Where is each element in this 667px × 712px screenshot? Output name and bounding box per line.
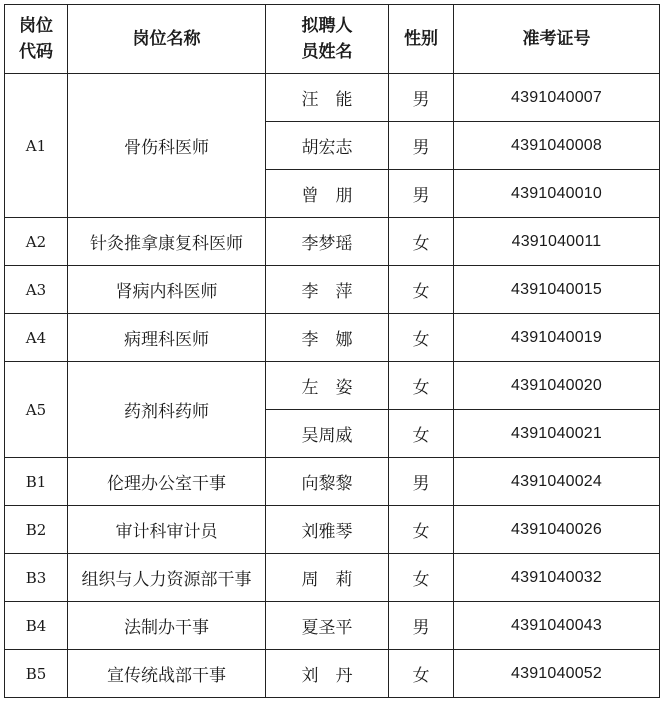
post-code-cell: B4 [5, 602, 68, 650]
gender-cell: 女 [389, 218, 454, 266]
post-code-cell: B1 [5, 458, 68, 506]
post-name-cell: 法制办干事 [68, 602, 266, 650]
header-post-code-line-2: 代码 [19, 42, 53, 62]
header-post-code-line-1: 岗位 [19, 16, 53, 36]
person-name-cell: 刘 丹 [266, 650, 389, 698]
person-name-cell: 李 萍 [266, 266, 389, 314]
header-person-name-line-1: 拟聘人 [301, 16, 353, 36]
person-name-cell: 向黎黎 [266, 458, 389, 506]
post-name-cell: 宣传统战部干事 [68, 650, 266, 698]
ticket-number-cell: 4391040015 [454, 266, 660, 314]
person-name-cell: 胡宏志 [266, 122, 389, 170]
post-name-cell: 药剂科药师 [68, 362, 266, 458]
post-code-cell: A5 [5, 362, 68, 458]
table-row [5, 506, 660, 554]
gender-cell: 男 [389, 602, 454, 650]
ticket-number-cell: 4391040020 [454, 362, 660, 410]
ticket-number-cell: 4391040021 [454, 410, 660, 458]
gender-cell: 男 [389, 74, 454, 122]
person-name-cell: 李梦瑶 [266, 218, 389, 266]
header-person-name-line-2: 员姓名 [301, 42, 353, 62]
table-body [5, 74, 660, 698]
gender-cell: 男 [389, 170, 454, 218]
post-name-cell: 病理科医师 [68, 314, 266, 362]
header-person-name [266, 5, 389, 74]
ticket-number-cell: 4391040008 [454, 122, 660, 170]
person-name-cell: 汪 能 [266, 74, 389, 122]
post-code-cell: A3 [5, 266, 68, 314]
table-row [5, 650, 660, 698]
post-code-cell: B5 [5, 650, 68, 698]
table-row [5, 554, 660, 602]
post-name-cell: 组织与人力资源部干事 [68, 554, 266, 602]
table-row [5, 314, 660, 362]
post-code-cell: A1 [5, 74, 68, 218]
ticket-number-cell: 4391040026 [454, 506, 660, 554]
table-row [5, 362, 660, 410]
header-row [5, 5, 660, 74]
ticket-number-cell: 4391040024 [454, 458, 660, 506]
person-name-cell: 左 姿 [266, 362, 389, 410]
table-row [5, 218, 660, 266]
post-name-cell: 针灸推拿康复科医师 [68, 218, 266, 266]
person-name-cell: 吴周威 [266, 410, 389, 458]
ticket-number-cell: 4391040052 [454, 650, 660, 698]
person-name-cell: 夏圣平 [266, 602, 389, 650]
table-row [5, 74, 660, 122]
ticket-number-cell: 4391040032 [454, 554, 660, 602]
gender-cell: 女 [389, 554, 454, 602]
hiring-table [4, 4, 660, 698]
gender-cell: 男 [389, 122, 454, 170]
gender-cell: 女 [389, 506, 454, 554]
table-row [5, 602, 660, 650]
person-name-cell: 刘雅琴 [266, 506, 389, 554]
post-code-cell: B2 [5, 506, 68, 554]
gender-cell: 女 [389, 650, 454, 698]
post-name-cell: 审计科审计员 [68, 506, 266, 554]
person-name-cell: 周 莉 [266, 554, 389, 602]
gender-cell: 女 [389, 410, 454, 458]
header-gender: 性别 [389, 5, 454, 74]
header-post-name: 岗位名称 [68, 5, 266, 74]
ticket-number-cell: 4391040011 [454, 218, 660, 266]
ticket-number-cell: 4391040010 [454, 170, 660, 218]
post-name-cell: 伦理办公室干事 [68, 458, 266, 506]
ticket-number-cell: 4391040007 [454, 74, 660, 122]
gender-cell: 女 [389, 266, 454, 314]
post-code-cell: B3 [5, 554, 68, 602]
post-code-cell: A2 [5, 218, 68, 266]
table-row [5, 458, 660, 506]
ticket-number-cell: 4391040043 [454, 602, 660, 650]
gender-cell: 女 [389, 314, 454, 362]
gender-cell: 男 [389, 458, 454, 506]
header-post-code [5, 5, 68, 74]
person-name-cell: 曾 朋 [266, 170, 389, 218]
header-ticket-number: 准考证号 [454, 5, 660, 74]
post-name-cell: 肾病内科医师 [68, 266, 266, 314]
post-code-cell: A4 [5, 314, 68, 362]
table-row [5, 266, 660, 314]
gender-cell: 女 [389, 362, 454, 410]
post-name-cell: 骨伤科医师 [68, 74, 266, 218]
ticket-number-cell: 4391040019 [454, 314, 660, 362]
person-name-cell: 李 娜 [266, 314, 389, 362]
